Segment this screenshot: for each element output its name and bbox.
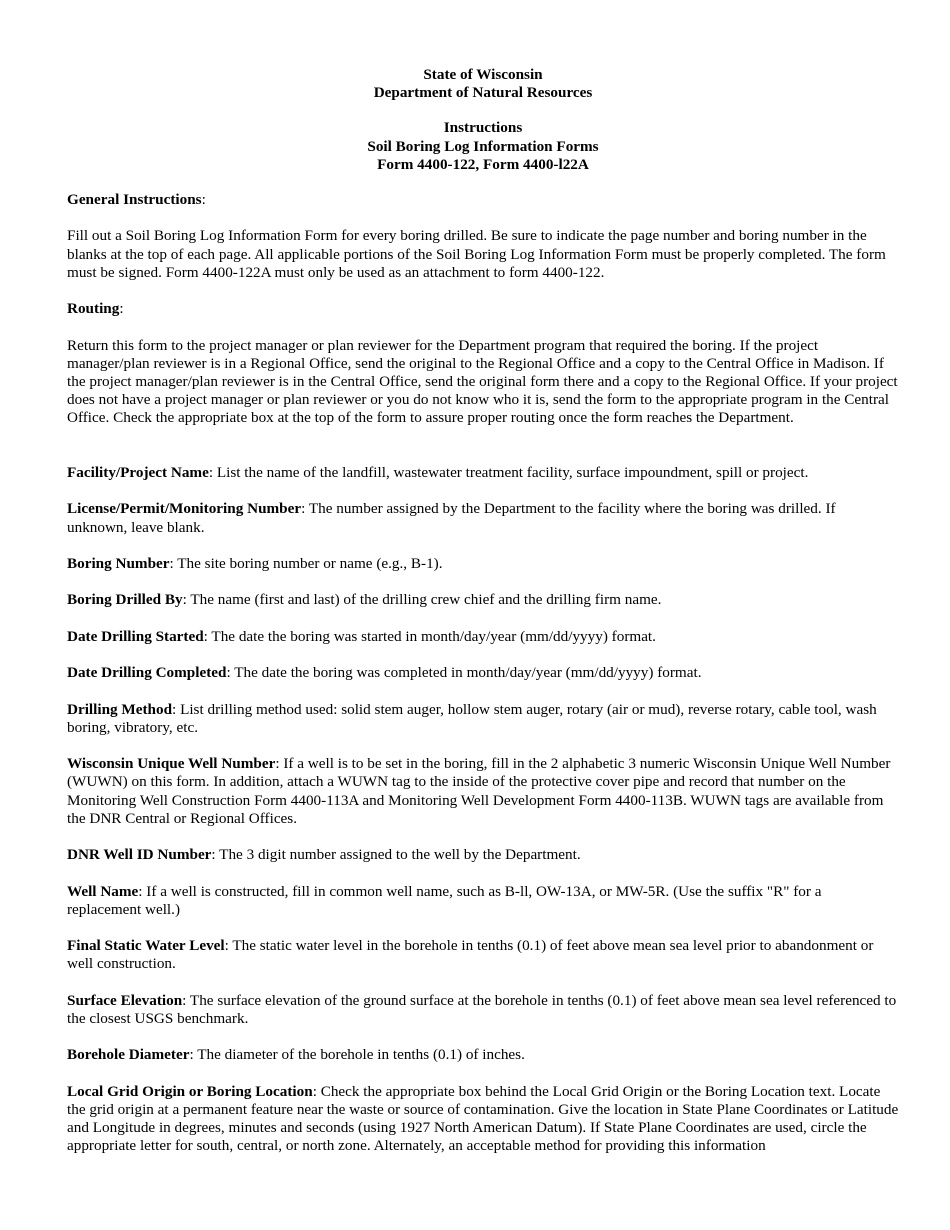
field-definition — [67, 500, 899, 536]
field-definitions — [67, 464, 899, 1156]
field-definition — [67, 628, 899, 646]
field-definition — [67, 883, 899, 919]
field-description: : The name (first and last) of the drilling crew chief and the drilling firm name. — [182, 591, 662, 609]
field-label: DNR Well ID Number — [67, 846, 212, 864]
field-description: : The 3 digit number assigned to the well by the Department. — [211, 846, 581, 864]
field-description: : Check the appropriate box behind the Local Grid Origin or the Boring Location text. Locate the grid origin at a permanent feature near the waste or source of contamination. Give the location in State Plane Coordinates or Latitude and Longitude in degrees, minutes and seconds (using 1927 North American Datum). If State Plane Coordinates are used, circle the appropriate letter for south, central, or north zone. Alternately, an acceptable method for providing this information — [67, 1082, 899, 1155]
routing-heading: Routing: — [67, 300, 124, 318]
field-definition — [67, 464, 899, 482]
field-label: Drilling Method — [67, 700, 173, 718]
field-definition — [67, 701, 899, 737]
field-description: : The date the boring was started in month/day/year (mm/dd/yyyy) format. — [203, 627, 656, 645]
field-definition — [67, 1083, 899, 1156]
field-label: Borehole Diameter — [67, 1046, 190, 1064]
field-label: Local Grid Origin or Boring Location — [67, 1082, 313, 1100]
field-description: : The surface elevation of the ground surface at the borehole in tenths (0.1) of feet above mean sea level referenced to the closest USGS benchmark. — [67, 991, 897, 1027]
field-label: Date Drilling Started — [67, 627, 204, 645]
header-state: State of Wisconsin — [423, 66, 543, 83]
field-description: : The static water level in the borehole in tenths (0.1) of feet above mean sea level prior to abandonment or well construction. — [67, 937, 874, 973]
field-description: : List drilling method used: solid stem auger, hollow stem auger, rotary (air or mud), reverse rotary, cable tool, wash boring, vibratory, etc. — [67, 700, 877, 736]
field-label: License/Permit/Monitoring Number — [67, 500, 302, 518]
field-definition — [67, 755, 899, 828]
field-definition — [67, 591, 899, 609]
routing-text: Return this form to the project manager or plan reviewer for the Department program that required the boring. If the project manager/plan reviewer is in a Regional Office, send the original to the Regional Office and a copy to the Central Office in Madison. If the project manager/plan reviewer is in the Central Office, send the original form there and a copy to the Regional Office. If your project does not have a project manager or plan reviewer or you do not know who it is, send the form to the appropriate program in the Central Office. Check the appropriate box at the top of the form to assure proper routing once the form reaches the Department. — [67, 336, 898, 427]
field-definition — [67, 555, 899, 573]
field-description: : The site boring number or name (e.g., B-1). — [169, 554, 443, 572]
field-description: : If a well is constructed, fill in common well name, such as B-ll, OW-13A, or MW-5R. (Use the suffix "R" for a replacement well.) — [67, 882, 822, 918]
field-definition — [67, 1046, 899, 1064]
field-label: Boring Number — [67, 554, 170, 572]
field-label: Surface Elevation — [67, 991, 183, 1009]
field-definition — [67, 992, 899, 1028]
field-label: Well Name — [67, 882, 139, 900]
header-subtitle: Soil Boring Log Information Forms — [367, 137, 599, 155]
field-description: : The diameter of the borehole in tenths (0.1) of inches. — [189, 1046, 525, 1064]
general-instructions-label: General Instructions — [67, 191, 202, 209]
header-department: Department of Natural Resources — [373, 84, 593, 102]
routing-label: Routing — [67, 300, 120, 318]
field-label: Date Drilling Completed — [67, 664, 227, 682]
general-instructions-heading: General Instructions: — [67, 191, 206, 209]
field-definition — [67, 937, 899, 973]
document-page — [67, 66, 899, 1174]
field-description: : The date the boring was completed in month/day/year (mm/dd/yyyy) format. — [226, 664, 702, 682]
field-definition — [67, 664, 899, 682]
field-definition — [67, 846, 899, 864]
field-label: Boring Drilled By — [67, 591, 183, 609]
header-forms: Form 4400-122, Form 4400-l22A — [377, 155, 589, 173]
header-title: Instructions — [443, 119, 523, 137]
general-instructions-text: Fill out a Soil Boring Log Information Form for every boring drilled. Be sure to indicate the page number and boring number in the blanks at the top of each page. All applicable portions of the Soil Boring Log Information Form must be properly completed. The form must be signed. Form 4400-122A must only be used as an attachment to form 4400-122. — [67, 227, 886, 281]
document-header — [67, 66, 899, 174]
field-label: Facility/Project Name — [67, 463, 209, 481]
field-description: : List the name of the landfill, wastewater treatment facility, surface impoundment, spill or project. — [208, 463, 809, 481]
field-label: Final Static Water Level — [67, 937, 225, 955]
field-description: : The number assigned by the Department to the facility where the boring was drilled. If unknown, leave blank. — [67, 500, 836, 536]
field-label: Wisconsin Unique Well Number — [67, 755, 276, 773]
field-description: : If a well is to be set in the boring, fill in the 2 alphabetic 3 numeric Wisconsin Unique Well Number (WUWN) on this form. In addition, attach a WUWN tag to the inside of the protective cover pipe and record that number on the Monitoring Well Construction Form 4400-113A and Monitoring Well Development Form 4400-113B. WUWN tags are available from the DNR Central or Regional Offices. — [67, 755, 891, 827]
